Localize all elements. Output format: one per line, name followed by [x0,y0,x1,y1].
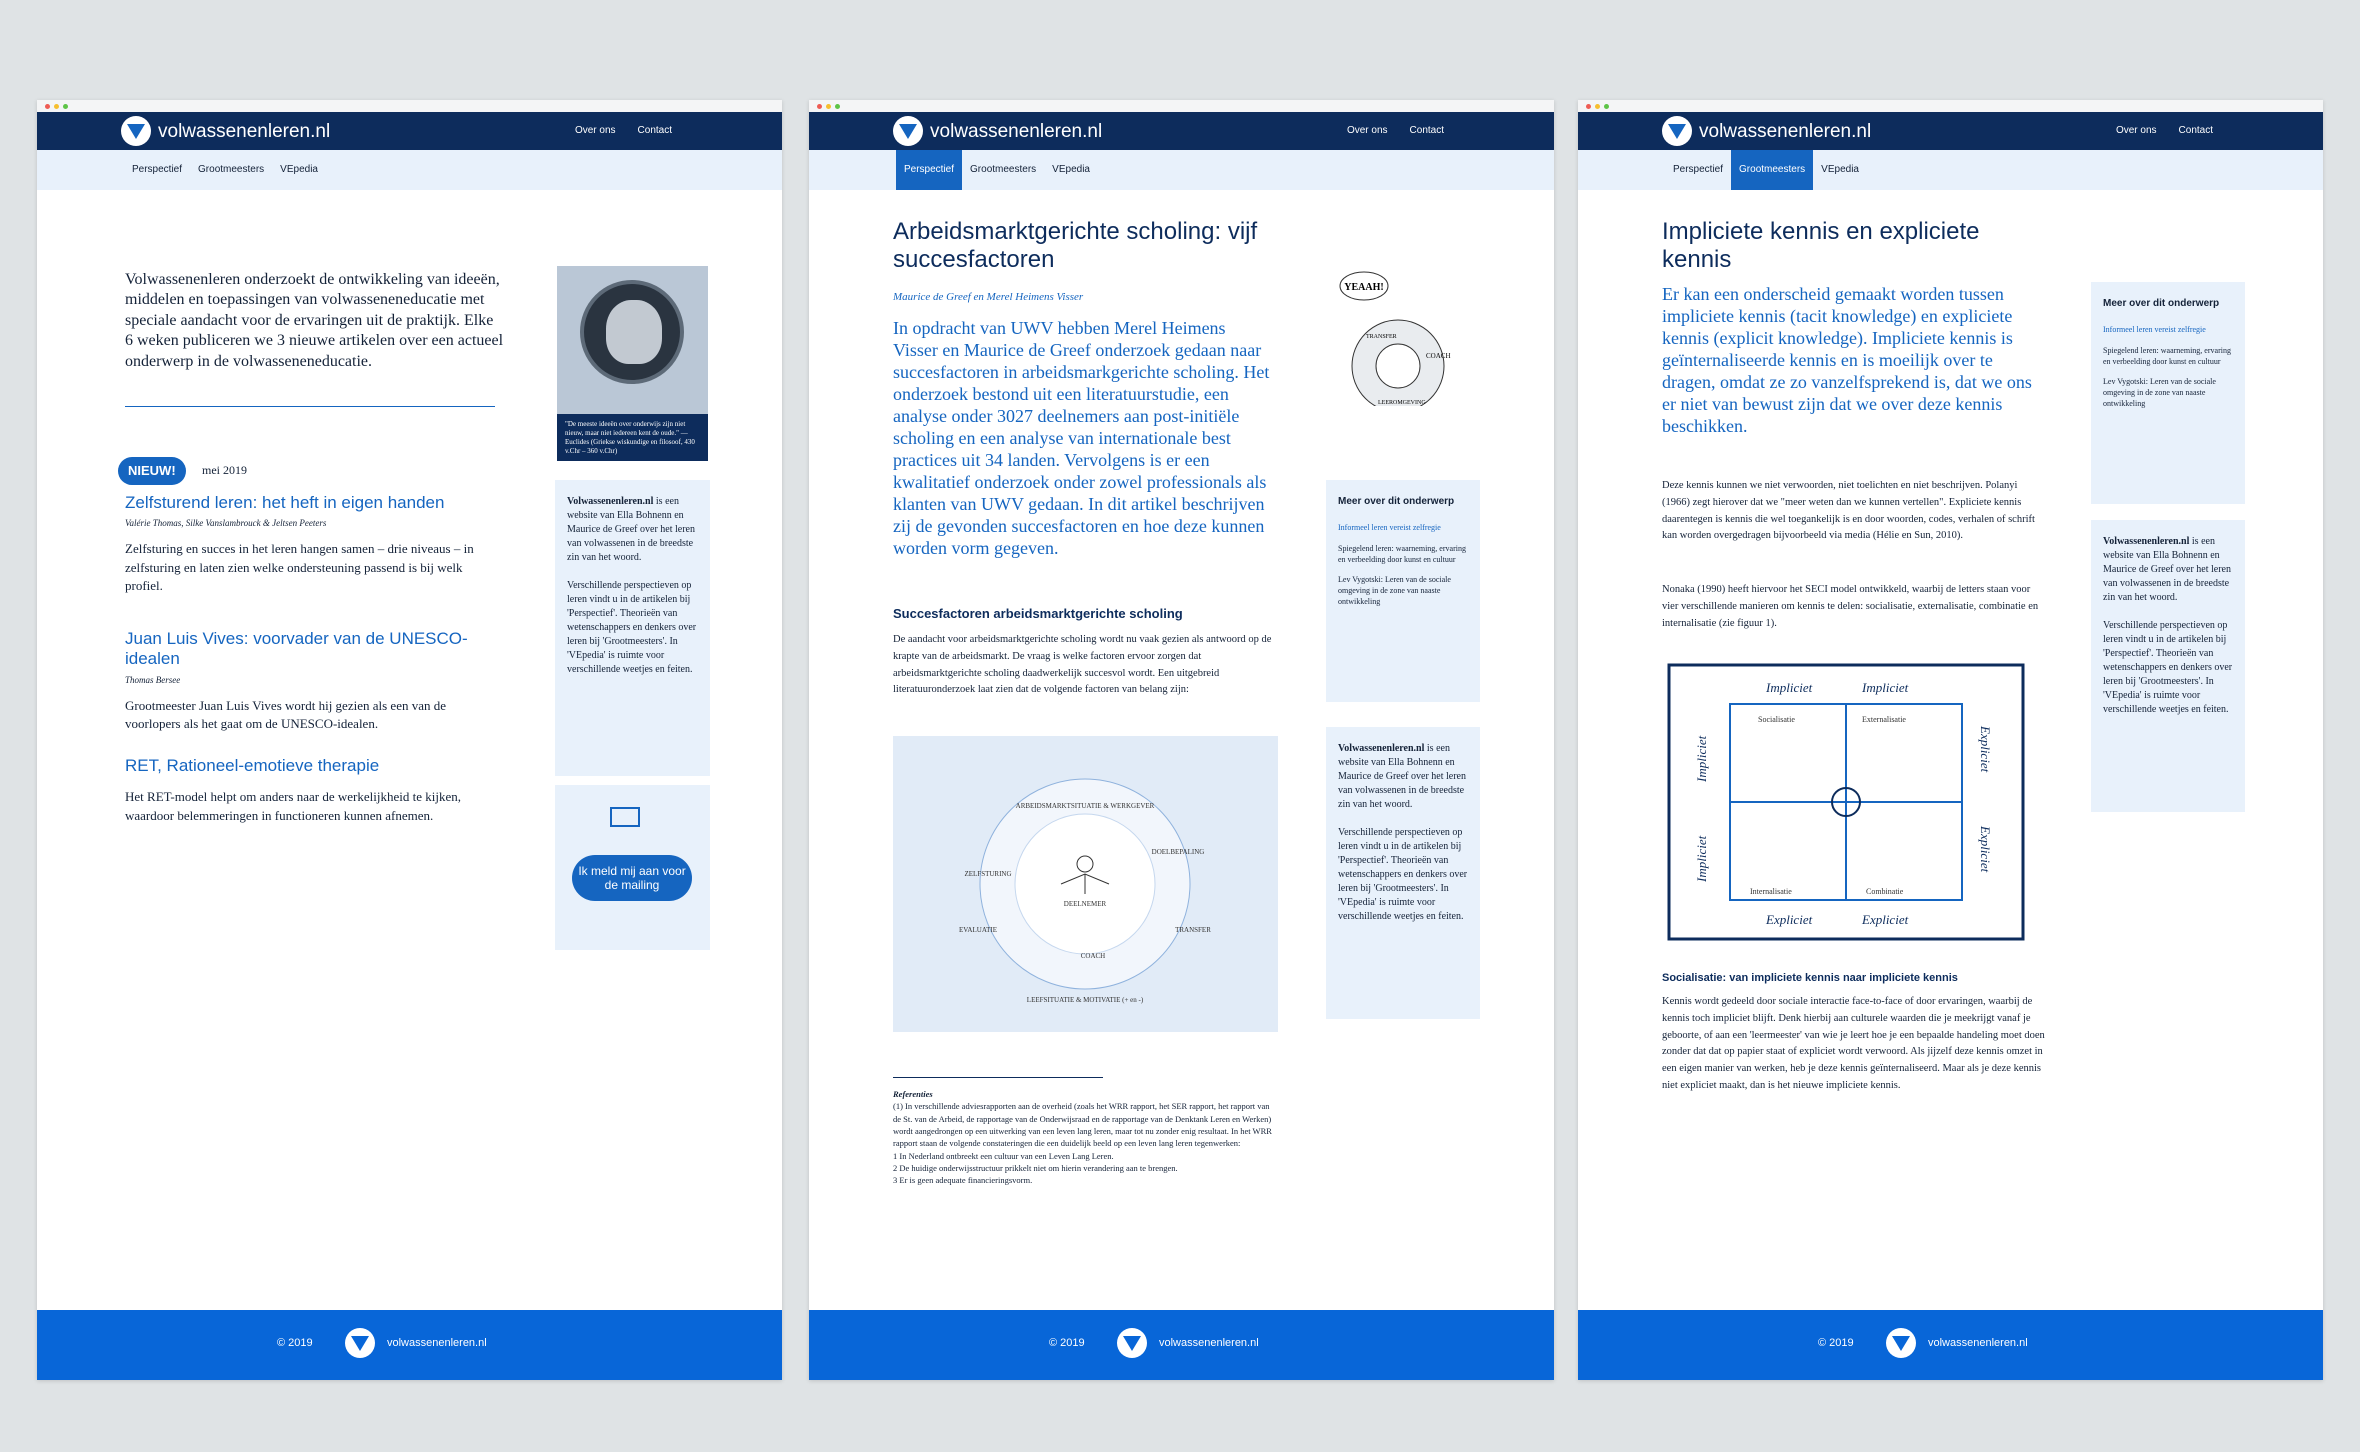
tab-grootmeesters[interactable]: Grootmeesters [970,164,1037,175]
section-heading: Succesfactoren arbeidsmarktgerichte scholing [893,606,1183,621]
svg-text:Impliciet: Impliciet [1862,680,1909,695]
footer [37,1310,782,1380]
about-text: is een website van Ella Bohnenn en Maurice de Greef over het leren van volwassenen in de breedste zin van het woord. [2103,536,2231,603]
about-sidebox [555,480,710,776]
footer-logo-icon[interactable] [1886,1328,1916,1358]
portrait-image [557,266,708,461]
svg-text:DOELBEPALING: DOELBEPALING [1151,848,1205,856]
article-authors: Valérie Thomas, Silke Vanslambrouck & Jeltsen Peeters [125,518,327,529]
tab-perspectief[interactable]: Perspectief [896,150,962,190]
footer [809,1310,1554,1380]
browser-window-grootmeesters [1578,100,2323,1380]
window-chrome [1578,100,2323,112]
diagram-illustration [893,736,1278,1032]
browser-window-article [809,100,1554,1380]
about-text-2: Verschillende perspectieven op leren vindt u in de artikelen bij 'Perspectief'. Theorieën van wetenschappers en denkers over leren bij 'Grootmeesters'. In 'VEpedia' is ruimte voor verschillende weetjes en feiten. [2103,620,2233,715]
svg-text:Expliciet: Expliciet [1862,912,1909,927]
site-brand[interactable]: volwassenenleren.nl [158,121,331,142]
more-topic-sidebox [2091,282,2245,504]
top-navbar [1578,112,2323,150]
svg-text:Internalisatie: Internalisatie [1750,887,1792,896]
tab-perspectief[interactable]: Perspectief [1673,164,1724,175]
about-sidebox [1326,727,1480,1019]
footer-site-name[interactable]: volwassenenleren.nl [387,1337,487,1349]
new-badge: NIEUW! [118,457,186,485]
svg-text:DEELNEMER: DEELNEMER [1063,900,1107,908]
about-sidebox [2091,520,2245,812]
window-chrome [809,100,1554,112]
footer-copyright: © 2019 [1818,1337,1854,1349]
about-text: is een website van Ella Bohnenn en Maurice de Greef over het leren van volwassenen in de breedste zin van het woord. [567,496,695,563]
article-authors: Maurice de Greef en Merel Heimens Visser [893,291,1084,303]
success-factors-diagram [893,736,1278,1032]
about-name: Volwassenenleren.nl [567,496,654,507]
portrait-medal-illustration [580,280,684,384]
site-logo-icon[interactable] [121,116,151,146]
svg-text:Externalisatie: Externalisatie [1862,715,1906,724]
seci-model-figure [1666,662,2026,942]
svg-text:EVALUATIE: EVALUATIE [959,926,997,934]
svg-text:Impliciet: Impliciet [1766,680,1813,695]
footer-logo-icon[interactable] [1117,1328,1147,1358]
svg-text:LEEROMGEVING: LEEROMGEVING [1378,400,1426,406]
more-link[interactable]: Informeel leren vereist zelfregie [1338,523,1441,532]
contact-link[interactable]: Contact [637,125,672,136]
top-navbar [37,112,782,150]
svg-text:Combinatie: Combinatie [1866,887,1904,896]
over-ons-link[interactable]: Over ons [574,125,616,136]
top-navbar [809,112,1554,150]
footer [1578,1310,2323,1380]
refs-text: (1) In verschillende adviesrapporten aan de overheid (zoals het WRR rapport, het SER rapport, het rapport van de St. van de Arbeid, de rapportage van de Onderwijsraad en de rapportage van de Denktank Leren en Werken) wordt aangedrongen op een uitwerking van een leven lang leren, maar tot nu zonder enig resultaat. In het WRR rapport staan de volgende constateringen die een duidelijk beeld op een leven lang leren tegenwerken: [893,1101,1272,1149]
svg-text:Impliciet: Impliciet [1694,835,1709,882]
references [893,1088,1278,1187]
maximize-dot-icon[interactable] [835,104,840,109]
maximize-dot-icon[interactable] [1604,104,1609,109]
footer-copyright: © 2019 [1049,1337,1085,1349]
intro-text: Volwassenenleren onderzoekt de ontwikkeling van ideeën, middelen en toepassingen van volwasseneneducatie met speciale aandacht voor de ervaringen uit de praktijk. Elke 6 weken publiceren we 3 nieuwe artikelen over een actueel onderwerp in de volwasseneneducatie. [125,271,504,370]
tab-perspectief[interactable]: Perspectief [132,164,183,175]
section-nav [1578,150,2323,190]
mailing-box [555,785,710,950]
article-title-link[interactable]: RET, Rationeel-emotieve therapie [125,756,380,775]
page-title: Impliciete kennis en expliciete kennis [1662,218,1980,273]
more-link[interactable]: Lev Vygotski: Leren van de sociale omgeving in de zone van naaste ontwikkeling [2103,377,2216,408]
maximize-dot-icon[interactable] [63,104,68,109]
more-title: Meer over dit onderwerp [2103,298,2220,309]
site-brand[interactable]: volwassenenleren.nl [1699,121,1872,142]
footer-copyright: © 2019 [277,1337,313,1349]
body-paragraph: Nonaka (1990) heeft hiervoor het SECI model ontwikkeld, waarbij de letters staan voor vier verschillende manieren om kennis te delen: socialisatie, externalisatie, combinatie en internalisatie (zie figuur 1). [1662,584,2039,629]
svg-text:YEAAH!: YEAAH! [1344,282,1384,293]
ref-item: 2 De huidige onderwijsstructuur prikkelt niet om hierin verandering aan te brengen. [893,1162,1178,1173]
about-name: Volwassenenleren.nl [2103,536,2190,547]
tab-grootmeesters[interactable]: Grootmeesters [1731,150,1813,190]
more-link[interactable]: Informeel leren vereist zelfregie [2103,325,2206,334]
more-topic-sidebox [1326,480,1480,702]
footer-site-name[interactable]: volwassenenleren.nl [1159,1337,1259,1349]
about-text-2: Verschillende perspectieven op leren vindt u in de artikelen bij 'Perspectief'. Theorieën van wetenschappers en denkers over leren bij 'Grootmeesters'. In 'VEpedia' is ruimte voor verschillende weetjes en feiten. [567,580,697,675]
contact-link[interactable]: Contact [2178,125,2213,136]
svg-text:TRANSFER: TRANSFER [1175,926,1211,934]
article-teaser[interactable] [125,629,495,733]
footer-site-name[interactable]: volwassenenleren.nl [1928,1337,2028,1349]
svg-text:LEEFSITUATIE & MOTIVATIE (+ en: LEEFSITUATIE & MOTIVATIE (+ en -) [1026,996,1144,1004]
section-heading: Socialisatie: van impliciete kennis naar impliciete kennis [1662,972,1958,984]
about-name: Volwassenenleren.nl [1338,743,1425,754]
body-paragraph: Deze kennis kunnen we niet verwoorden, niet toelichten en niet beschrijven. Polanyi (1966) zegt hierover dat we "meer weten dan we kunnen vertellen". Expliciete kennis daarentegen is kennis die wel toegankelijk is en door woorden, codes, verhalen of schrift kan worden overgedragen bijvoorbeeld via media (Hélie en Sun, 2010). [1662,480,2035,542]
section-nav [809,150,1554,190]
svg-text:Expliciet: Expliciet [1978,826,1993,873]
article-title-link[interactable]: Juan Luis Vives: voorvader van de UNESCO-idealen [125,629,468,669]
body-paragraph: Kennis wordt gedeeld door sociale interactie face-to-face of door ervaringen, waarbij de kennis toch impliciet blijft. Denk hierbij aan culturele waarden die je meekrijgt vanaf je geboorte, of aan een 'leermeester' van wie je leert hoe je een bepaalde handeling moet doen zonder dat dat op papier staat of expliciet wordt verwoord. Als jijzelf deze kennis omzet in een eigen manier van werken, heb je deze kennis geïnternaliseerd. Maar als je deze kennis niet expliciet maakt, dan is het nieuwe impliciete kennis. [1662,996,2045,1091]
contact-link[interactable]: Contact [1409,125,1444,136]
main-content [37,190,782,1310]
footer-logo-icon[interactable] [345,1328,375,1358]
site-logo-icon[interactable] [893,116,923,146]
body-paragraph: De aandacht voor arbeidsmarktgerichte scholing wordt nu vaak gezien als antwoord op de krapte van de arbeidsmarkt. De vraag is welke factoren ervoor zorgen dat arbeidsmarktgerichte scholing daadwerkelijk succesvol wordt. Een uitgebreid literatuuronderzoek laat zien dat de volgende factoren van belang zijn: [893,634,1272,696]
article-teaser[interactable] [125,493,495,595]
lead-paragraph: Er kan een onderscheid gemaakt worden tussen impliciete kennis (tacit knowledge) en expliciete kennis (explicit knowledge). Impliciete kennis is geïnternaliseerde kennis en is moeilijk over te dragen, omdat ze zo vanzelfsprekend is, dat we ons er niet van bewust zijn dat we over deze kennis beschikken. [1662,284,2032,436]
refs-title: Referenties [893,1089,933,1099]
tab-vepedia[interactable]: VEpedia [1052,164,1090,175]
close-dot-icon[interactable] [45,104,50,109]
issue-date: mei 2019 [202,463,247,477]
minimize-dot-icon[interactable] [1595,104,1600,109]
article-summary: Zelfsturing en succes in het leren hangen samen – drie niveaus – in zelfsturing en laten zien welke ondersteuning passend is bij welk profiel. [125,541,474,593]
svg-text:ZELFSTURING: ZELFSTURING [964,870,1012,878]
tab-vepedia[interactable]: VEpedia [280,164,318,175]
portrait-quote: "De meeste ideeën over onderwijs zijn niet nieuw, maar niet iedereen kent de oude." — Euclides (Griekse wiskundige en filosoof, 430 v.Chr – 360 v.Chr) [557,414,708,461]
ref-item: 1 In Nederland ontbreekt een cultuur van een Leven Lang Leren. [893,1150,1114,1161]
about-text-2: Verschillende perspectieven op leren vindt u in de artikelen bij 'Perspectief'. Theorieën van wetenschappers en denkers over leren bij 'Grootmeesters'. In 'VEpedia' is ruimte voor verschillende weetjes en feiten. [1338,827,1468,922]
article-teaser[interactable] [125,756,495,825]
svg-text:Expliciet: Expliciet [1766,912,1813,927]
cartoon-illustration [1326,266,1476,406]
minimize-dot-icon[interactable] [826,104,831,109]
tab-grootmeesters[interactable]: Grootmeesters [198,164,265,175]
close-dot-icon[interactable] [817,104,822,109]
svg-text:COACH: COACH [1080,952,1106,960]
svg-text:COACH: COACH [1426,352,1451,360]
browser-window-home [37,100,782,1380]
lead-paragraph: In opdracht van UWV hebben Merel Heimens Visser en Maurice de Greef onderzoek gedaan naar succesfactoren in arbeidsmarkgerichte scholing. Het onderzoek bestond uit een literatuurstudie, een analyse onder 3027 deelnemers aan post-initiële scholing en een analyse van internationale best practices uit 34 landen. Vervolgens is er een kwalitatief onderzoek onder zowel professionals als klanten van UWV gedaan. In dit artikel beschrijven zij de gevonden succesfactoren en hoe deze kunnen worden vorm gegeven. [893,318,1270,558]
svg-text:Expliciet: Expliciet [1978,726,1993,773]
article-summary: Grootmeester Juan Luis Vives wordt hij gezien als een van de voorlopers als het gaat om de UNESCO-idealen. [125,697,447,731]
more-title: Meer over dit onderwerp [1338,496,1455,507]
about-text: is een website van Ella Bohnenn en Maurice de Greef over het leren van volwassenen in de breedste zin van het woord. [1338,743,1466,810]
article-summary: Het RET-model helpt om anders naar de werkelijkheid te kijken, waardoor belemmeringen in functioneren kunnen afnemen. [125,789,461,823]
more-link[interactable]: Lev Vygotski: Leren van de sociale omgeving in de zone van naaste ontwikkeling [1338,575,1451,606]
site-brand[interactable]: volwassenenleren.nl [930,121,1103,142]
svg-text:ARBEIDSMARKTSITUATIE & WERKGEV: ARBEIDSMARKTSITUATIE & WERKGEVER [1015,802,1155,810]
article-authors: Thomas Bersee [125,674,181,685]
main-content [1578,190,2323,1310]
page-title: Arbeidsmarktgerichte scholing: vijf succesfactoren [893,218,1258,273]
envelope-icon [610,807,640,827]
ref-item: 3 Er is geen adequate financieringsvorm. [893,1175,1033,1186]
main-content [809,190,1554,1310]
section-nav [37,150,782,190]
divider [125,406,495,407]
window-chrome [37,100,782,112]
article-title-link[interactable]: Zelfsturend leren: het heft in eigen handen [125,493,445,512]
svg-text:TRANSFER: TRANSFER [1366,334,1397,340]
svg-text:Socialisatie: Socialisatie [1758,715,1795,724]
close-dot-icon[interactable] [1586,104,1591,109]
minimize-dot-icon[interactable] [54,104,59,109]
site-logo-icon[interactable] [1662,116,1692,146]
over-ons-link[interactable]: Over ons [2115,125,2157,136]
more-link[interactable]: Spiegelend leren: waarneming, ervaring en verbeelding door kunst en cultuur [2103,345,2231,366]
mailing-signup-button[interactable]: Ik meld mij aan voor de mailing [572,855,692,901]
refs-divider [893,1077,1103,1078]
over-ons-link[interactable]: Over ons [1346,125,1388,136]
tab-vepedia[interactable]: VEpedia [1821,164,1859,175]
svg-text:Impliciet: Impliciet [1694,735,1709,782]
more-link[interactable]: Spiegelend leren: waarneming, ervaring en verbeelding door kunst en cultuur [1338,543,1466,564]
